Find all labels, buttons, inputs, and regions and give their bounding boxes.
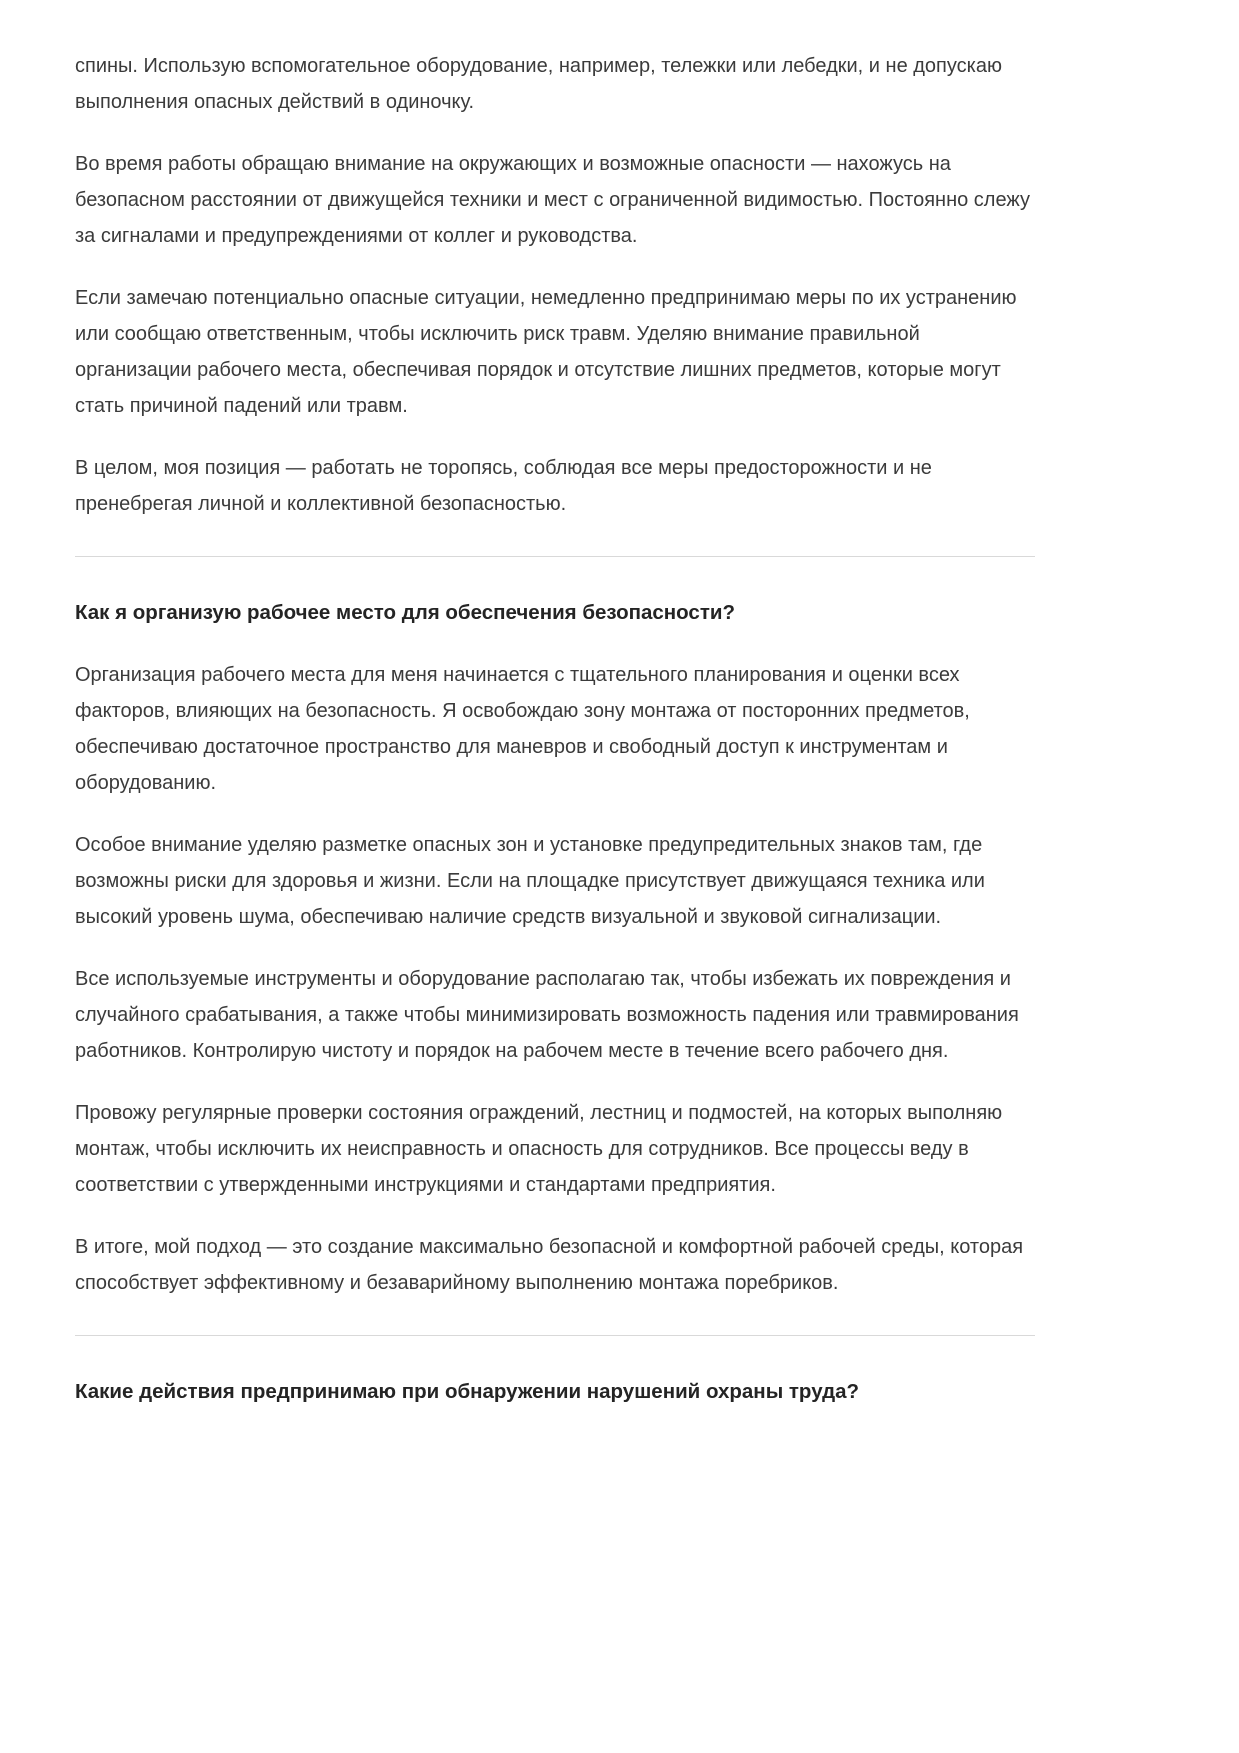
- paragraph: спины. Использую вспомогательное оборудование, например, тележки или лебедки, и не допускаю выполнения опасных действий в одиночку.: [75, 55, 1002, 113]
- document-body: [75, 48, 1035, 1408]
- section-divider: [75, 556, 1035, 557]
- paragraph: Во время работы обращаю внимание на окружающих и возможные опасности — нахожусь на безопасном расстоянии от движущейся техники и мест с ограниченной видимостью. Постоянно слежу за сигналами и предупреждениями от коллег и руководства.: [75, 153, 1030, 247]
- section-heading: Какие действия предпринимаю при обнаружении нарушений охраны труда?: [75, 1380, 860, 1403]
- section-safety-intro: [75, 48, 1035, 522]
- paragraph: Все используемые инструменты и оборудование располагаю так, чтобы избежать их повреждения и случайного срабатывания, а также чтобы минимизировать возможность падения или травмирования работников. Контролирую чистоту и порядок на рабочем месте в течение всего рабочего дня.: [75, 968, 1019, 1062]
- paragraph: Особое внимание уделяю разметке опасных зон и установке предупредительных знаков там, где возможны риски для здоровья и жизни. Если на площадке присутствует движущаяся техника или высокий уровень шума, обеспечиваю наличие средств визуальной и звуковой сигнализации.: [75, 834, 985, 928]
- section-divider: [75, 1335, 1035, 1336]
- section-heading: Как я организую рабочее место для обеспечения безопасности?: [75, 601, 735, 624]
- section-workplace-organization: [75, 597, 1035, 1301]
- paragraph: Организация рабочего места для меня начинается с тщательного планирования и оценки всех факторов, влияющих на безопасность. Я освобождаю зону монтажа от посторонних предметов, обеспечиваю достаточное пространство для маневров и свободный доступ к инструментам и оборудованию.: [75, 664, 970, 794]
- paragraph: В итоге, мой подход — это создание максимально безопасной и комфортной рабочей среды, которая способствует эффективному и безаварийному выполнению монтажа поребриков.: [75, 1236, 1024, 1294]
- paragraph: В целом, моя позиция — работать не торопясь, соблюдая все меры предосторожности и не пренебрегая личной и коллективной безопасностью.: [75, 457, 932, 515]
- paragraph: Если замечаю потенциально опасные ситуации, немедленно предпринимаю меры по их устранению или сообщаю ответственным, чтобы исключить риск травм. Уделяю внимание правильной организации рабочего места, обеспечивая порядок и отсутствие лишних предметов, которые могут стать причиной падений или травм.: [75, 287, 1017, 417]
- section-violations: [75, 1376, 1035, 1408]
- paragraph: Провожу регулярные проверки состояния ограждений, лестниц и подмостей, на которых выполняю монтаж, чтобы исключить их неисправность и опасность для сотрудников. Все процессы веду в соответствии с утвержденными инструкциями и стандартами предприятия.: [75, 1102, 1003, 1196]
